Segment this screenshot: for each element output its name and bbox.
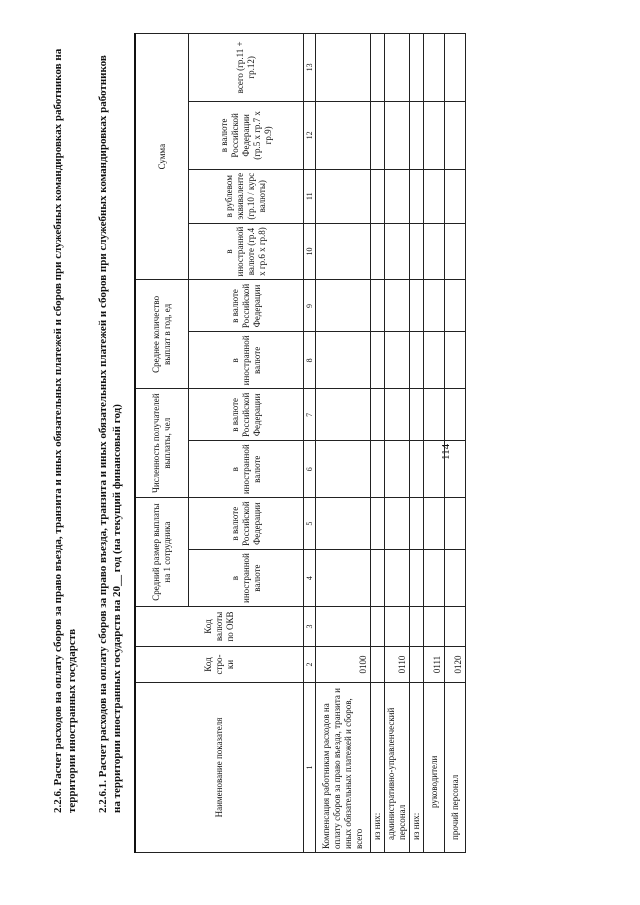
cell[interactable] <box>424 389 445 441</box>
column-number: 1 <box>304 683 316 853</box>
table-row <box>371 33 385 852</box>
cell[interactable] <box>410 33 424 101</box>
column-number: 5 <box>304 498 316 550</box>
column-number: 12 <box>304 101 316 169</box>
cell[interactable] <box>445 101 466 169</box>
row-code: 0110 <box>385 647 410 683</box>
cell[interactable] <box>371 550 385 607</box>
table-row <box>424 33 445 852</box>
cell[interactable] <box>424 280 445 332</box>
subsection-heading-line1: 2.2.6.1. Расчет расходов на оплату сборов за право въезда, транзита и иных обязательных платежей и сборов при служебных командировках работников <box>97 55 109 813</box>
cell[interactable] <box>385 223 410 280</box>
calculation-table <box>134 33 466 853</box>
cell[interactable] <box>424 441 445 498</box>
column-number: 11 <box>304 169 316 223</box>
header-col6: в иностранной валюте <box>189 441 304 498</box>
header-col11: в рублевом эквиваленте (гр.10 / курс валюты) <box>189 169 304 223</box>
cell[interactable] <box>410 607 424 647</box>
cell[interactable] <box>316 498 371 550</box>
cell[interactable] <box>316 101 371 169</box>
cell[interactable] <box>445 607 466 647</box>
header-sum: Сумма <box>135 33 189 280</box>
cell[interactable] <box>371 498 385 550</box>
row-code <box>371 647 385 683</box>
column-number-row <box>304 33 316 852</box>
cell[interactable] <box>424 498 445 550</box>
cell[interactable] <box>424 607 445 647</box>
row-code <box>410 647 424 683</box>
cell[interactable] <box>410 101 424 169</box>
row-code: 0111 <box>424 647 445 683</box>
cell[interactable] <box>424 223 445 280</box>
header-avg-payment: Средний размер выплаты на 1 сотрудника <box>135 498 189 607</box>
cell[interactable] <box>316 550 371 607</box>
column-number: 9 <box>304 280 316 332</box>
cell[interactable] <box>371 101 385 169</box>
column-number: 7 <box>304 389 316 441</box>
column-number: 3 <box>304 607 316 647</box>
cell[interactable] <box>316 389 371 441</box>
cell[interactable] <box>445 280 466 332</box>
column-number: 8 <box>304 332 316 389</box>
column-number: 4 <box>304 550 316 607</box>
column-number: 10 <box>304 223 316 280</box>
cell[interactable] <box>316 607 371 647</box>
cell[interactable] <box>385 389 410 441</box>
cell[interactable] <box>316 169 371 223</box>
subsection-heading <box>96 33 124 813</box>
row-code: 0120 <box>445 647 466 683</box>
header-col9: в валюте Российской Федерации <box>189 280 304 332</box>
cell[interactable] <box>410 332 424 389</box>
table-row <box>410 33 424 852</box>
header-col12: в валюте Российской Федерации (гр.5 x гр.7 x гр.9) <box>189 101 304 169</box>
table-row <box>385 33 410 852</box>
cell[interactable] <box>385 498 410 550</box>
header-col5: в валюте Российской Федерации <box>189 498 304 550</box>
cell[interactable] <box>371 389 385 441</box>
cell[interactable] <box>385 550 410 607</box>
cell[interactable] <box>424 550 445 607</box>
header-col10: в иностранной валюте (гр.4 x гр.6 x гр.8) <box>189 223 304 280</box>
row-label: Компенсация работникам расходов на оплату сборов за право въезда, транзита и иных обязательных платежей и сборов, всего <box>316 683 371 853</box>
cell[interactable] <box>371 169 385 223</box>
cell[interactable] <box>445 550 466 607</box>
cell[interactable] <box>424 33 445 101</box>
cell[interactable] <box>316 280 371 332</box>
cell[interactable] <box>316 223 371 280</box>
row-code: 0100 <box>316 647 371 683</box>
table-row <box>445 33 466 852</box>
cell[interactable] <box>385 441 410 498</box>
row-label: административно-управленческий персонал <box>385 683 410 853</box>
cell[interactable] <box>371 607 385 647</box>
cell[interactable] <box>410 169 424 223</box>
cell[interactable] <box>385 33 410 101</box>
cell[interactable] <box>316 33 371 101</box>
cell[interactable] <box>371 223 385 280</box>
cell[interactable] <box>316 332 371 389</box>
cell[interactable] <box>410 498 424 550</box>
cell[interactable] <box>410 389 424 441</box>
row-label: прочий персонал <box>445 683 466 853</box>
section-heading: 2.2.6. Расчет расходов на оплату сборов за право въезда, транзита и иных обязательных платежей и сборов при служебных командировках работников на территории иностранных государств <box>52 48 78 813</box>
cell[interactable] <box>410 223 424 280</box>
cell[interactable] <box>385 280 410 332</box>
cell[interactable] <box>445 389 466 441</box>
cell[interactable] <box>410 441 424 498</box>
cell[interactable] <box>410 280 424 332</box>
header-avg-count: Среднее количество выплат в год, ед <box>135 280 189 389</box>
cell[interactable] <box>445 169 466 223</box>
header-indicator: Наименование показателя <box>135 683 304 853</box>
column-number: 6 <box>304 441 316 498</box>
cell[interactable] <box>424 332 445 389</box>
cell[interactable] <box>445 498 466 550</box>
cell[interactable] <box>371 441 385 498</box>
cell[interactable] <box>385 332 410 389</box>
cell[interactable] <box>316 441 371 498</box>
header-col13: всего (гр.11 + гр.12) <box>189 33 304 101</box>
cell[interactable] <box>385 101 410 169</box>
cell[interactable] <box>445 223 466 280</box>
row-label: руководители <box>424 683 445 853</box>
header-col8: в иностранной валюте <box>189 332 304 389</box>
cell[interactable] <box>385 607 410 647</box>
cell[interactable] <box>445 33 466 101</box>
row-label: из них: <box>410 683 424 853</box>
header-col7: в валюте Российской Федерации <box>189 389 304 441</box>
cell[interactable] <box>424 101 445 169</box>
page-number: 114 <box>440 443 452 460</box>
cell[interactable] <box>410 550 424 607</box>
cell[interactable] <box>445 441 466 498</box>
cell[interactable] <box>385 169 410 223</box>
cell[interactable] <box>371 332 385 389</box>
column-number: 13 <box>304 33 316 101</box>
header-row-code: Код стро-ки <box>135 647 304 683</box>
header-col4: в иностранной валюте <box>189 550 304 607</box>
cell[interactable] <box>424 169 445 223</box>
cell[interactable] <box>371 33 385 101</box>
column-number: 2 <box>304 647 316 683</box>
header-recipients: Численность получателей выплаты, чел <box>135 389 189 498</box>
cell[interactable] <box>371 280 385 332</box>
header-currency-code: Код валюты по ОКВ <box>135 607 304 647</box>
subsection-heading-line2: на территории иностранных государств на 20__ год (на текущий финансовый год) <box>111 404 123 813</box>
cell[interactable] <box>445 332 466 389</box>
row-label: из них: <box>371 683 385 853</box>
